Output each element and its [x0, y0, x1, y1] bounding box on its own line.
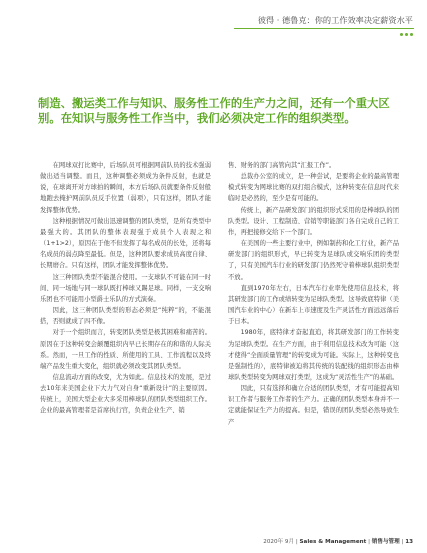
paragraph: 在网球双打比赛中，后场队员可根据网前队员的技术强弱做出适当调整。而且，这种调整必须成为条件反射，也就是说，在球离开对方球拍的瞬间，本方后场队员就要条件反射般地跑去掩护网前队员反手位置（弱项），只有这样，团队才能发挥整体优势。 [40, 162, 211, 214]
footer-date: 2020年 9月 [263, 539, 295, 545]
paragraph: 信息流动方面的改变，尤为如此。信息技术的发展，是过去10年来美国企业下大力气对自身“重新设计”的主要原因。传统上，美国大型企业大多采用棒球队的团队类型组织工作。企业的最高管理者是首席执行官，负责企业生产、销 [40, 373, 211, 415]
page-footer: 2020年 9月 | Sales & Management | 销售与管理 | 13 [263, 539, 413, 545]
article-column-right [228, 160, 399, 428]
paragraph: 因此，只有选择和确立合适的团队类型，才有可能提高知识工作者与服务工作者的生产力。正确的团队类型本身并不一定就能保证生产力的提高。但是，错误的团队类型必然导致生产 [228, 385, 399, 426]
paragraph: 对于一个组织而言，转变团队类型是极其困难和痛苦的。原因在于这种转变会颠覆组织内早已长期存在的和谐的人际关系。然而，一旦工作的性质、所使用的工具、工作流程以及终端产品发生重大变化，组织就必须改变其团队类型。 [40, 329, 211, 370]
paragraph: 传统上，新产品研发部门的组织形式采用的是棒球队的团队类型。设计、工程制造、营销等职能部门各自完成自己的工作，再把接修交给下一个部门。 [228, 206, 399, 236]
paragraph: 1980年，底特律才奋起直追，将其研发部门的工作转变为足球队类型。在生产方面，由于利用信息技术改为可能（这才使得“全面质量管理”的转变成为可能。实际上，这种转变也是强制性的），底特律被迫将其传统的装配线的组织形态由棒球队类型转变为网球双打类型，这成为“灵活性生产”的基础。 [228, 329, 399, 381]
paragraph: 这三种团队类型不能混合使用。一支球队不可能在同一时间、同一场地与同一球队既打棒球又踢足球。同样，一支交响乐团也不可能用小型爵士乐队的方式演奏。 [40, 273, 211, 303]
pull-quote-headline: 制造、搬运类工作与知识、服务性工作的生产力之间，还有一个重大区别。在知识与服务性工作当中，我们必须决定工作的组织类型。 [38, 97, 390, 126]
paragraph: 总裁办公室的成立，是一种尝试，是要将企业的最高管理模式转变为网球比赛的双打组合模式，这种转变在信息时代来临时是必然的，至少是有可能的。 [228, 173, 399, 203]
paragraph: 这种根据情况可做出迅速调整的团队类型，是所有类型中最强大的。其团队的整体表现强于成员个人表现之和（1+1>2），原因在于他不但发挥了每名成员的长处，还将每名成员的弱点降至最低。但是，这种团队要求成员高度自律、长期磨合。只有这样，团队才能发挥整体优势。 [40, 217, 211, 270]
paragraph: 因此，这三种团队类型的形态必须是“纯粹”的，不能混搭，否则就成了四不像。 [40, 307, 211, 326]
paragraph: 直到1970年左右，日本汽车行业率先使用信息技术，将其研发部门的工作或绩转变为足球队类型。这导致底特律（美国汽车业的中心）在新车上市速度及生产灵活性方面远远落后于日本。 [228, 284, 399, 326]
running-header-title: 彼得 · 德鲁克：你的工作效率决定薪资水平 [257, 15, 413, 25]
footer-publication-cn: 销售与管理 [371, 539, 400, 545]
page-number: 13 [405, 539, 413, 545]
paragraph: 售、财务的部门高管向其“汇报工作”。 [228, 162, 336, 169]
header-rule [234, 28, 414, 29]
article-column-left [40, 160, 211, 417]
paragraph: 在美国的一些主要行业中，例如制药和化工行业，新产品研发部门的组织形式，早已转变为足球队或交响乐团的类型了，只有美国汽车行业的研发部门仍然死守着棒球队组织类型不放。 [228, 240, 399, 281]
header-dots-decoration [400, 33, 413, 36]
footer-publication: Sales & Management [299, 539, 367, 545]
